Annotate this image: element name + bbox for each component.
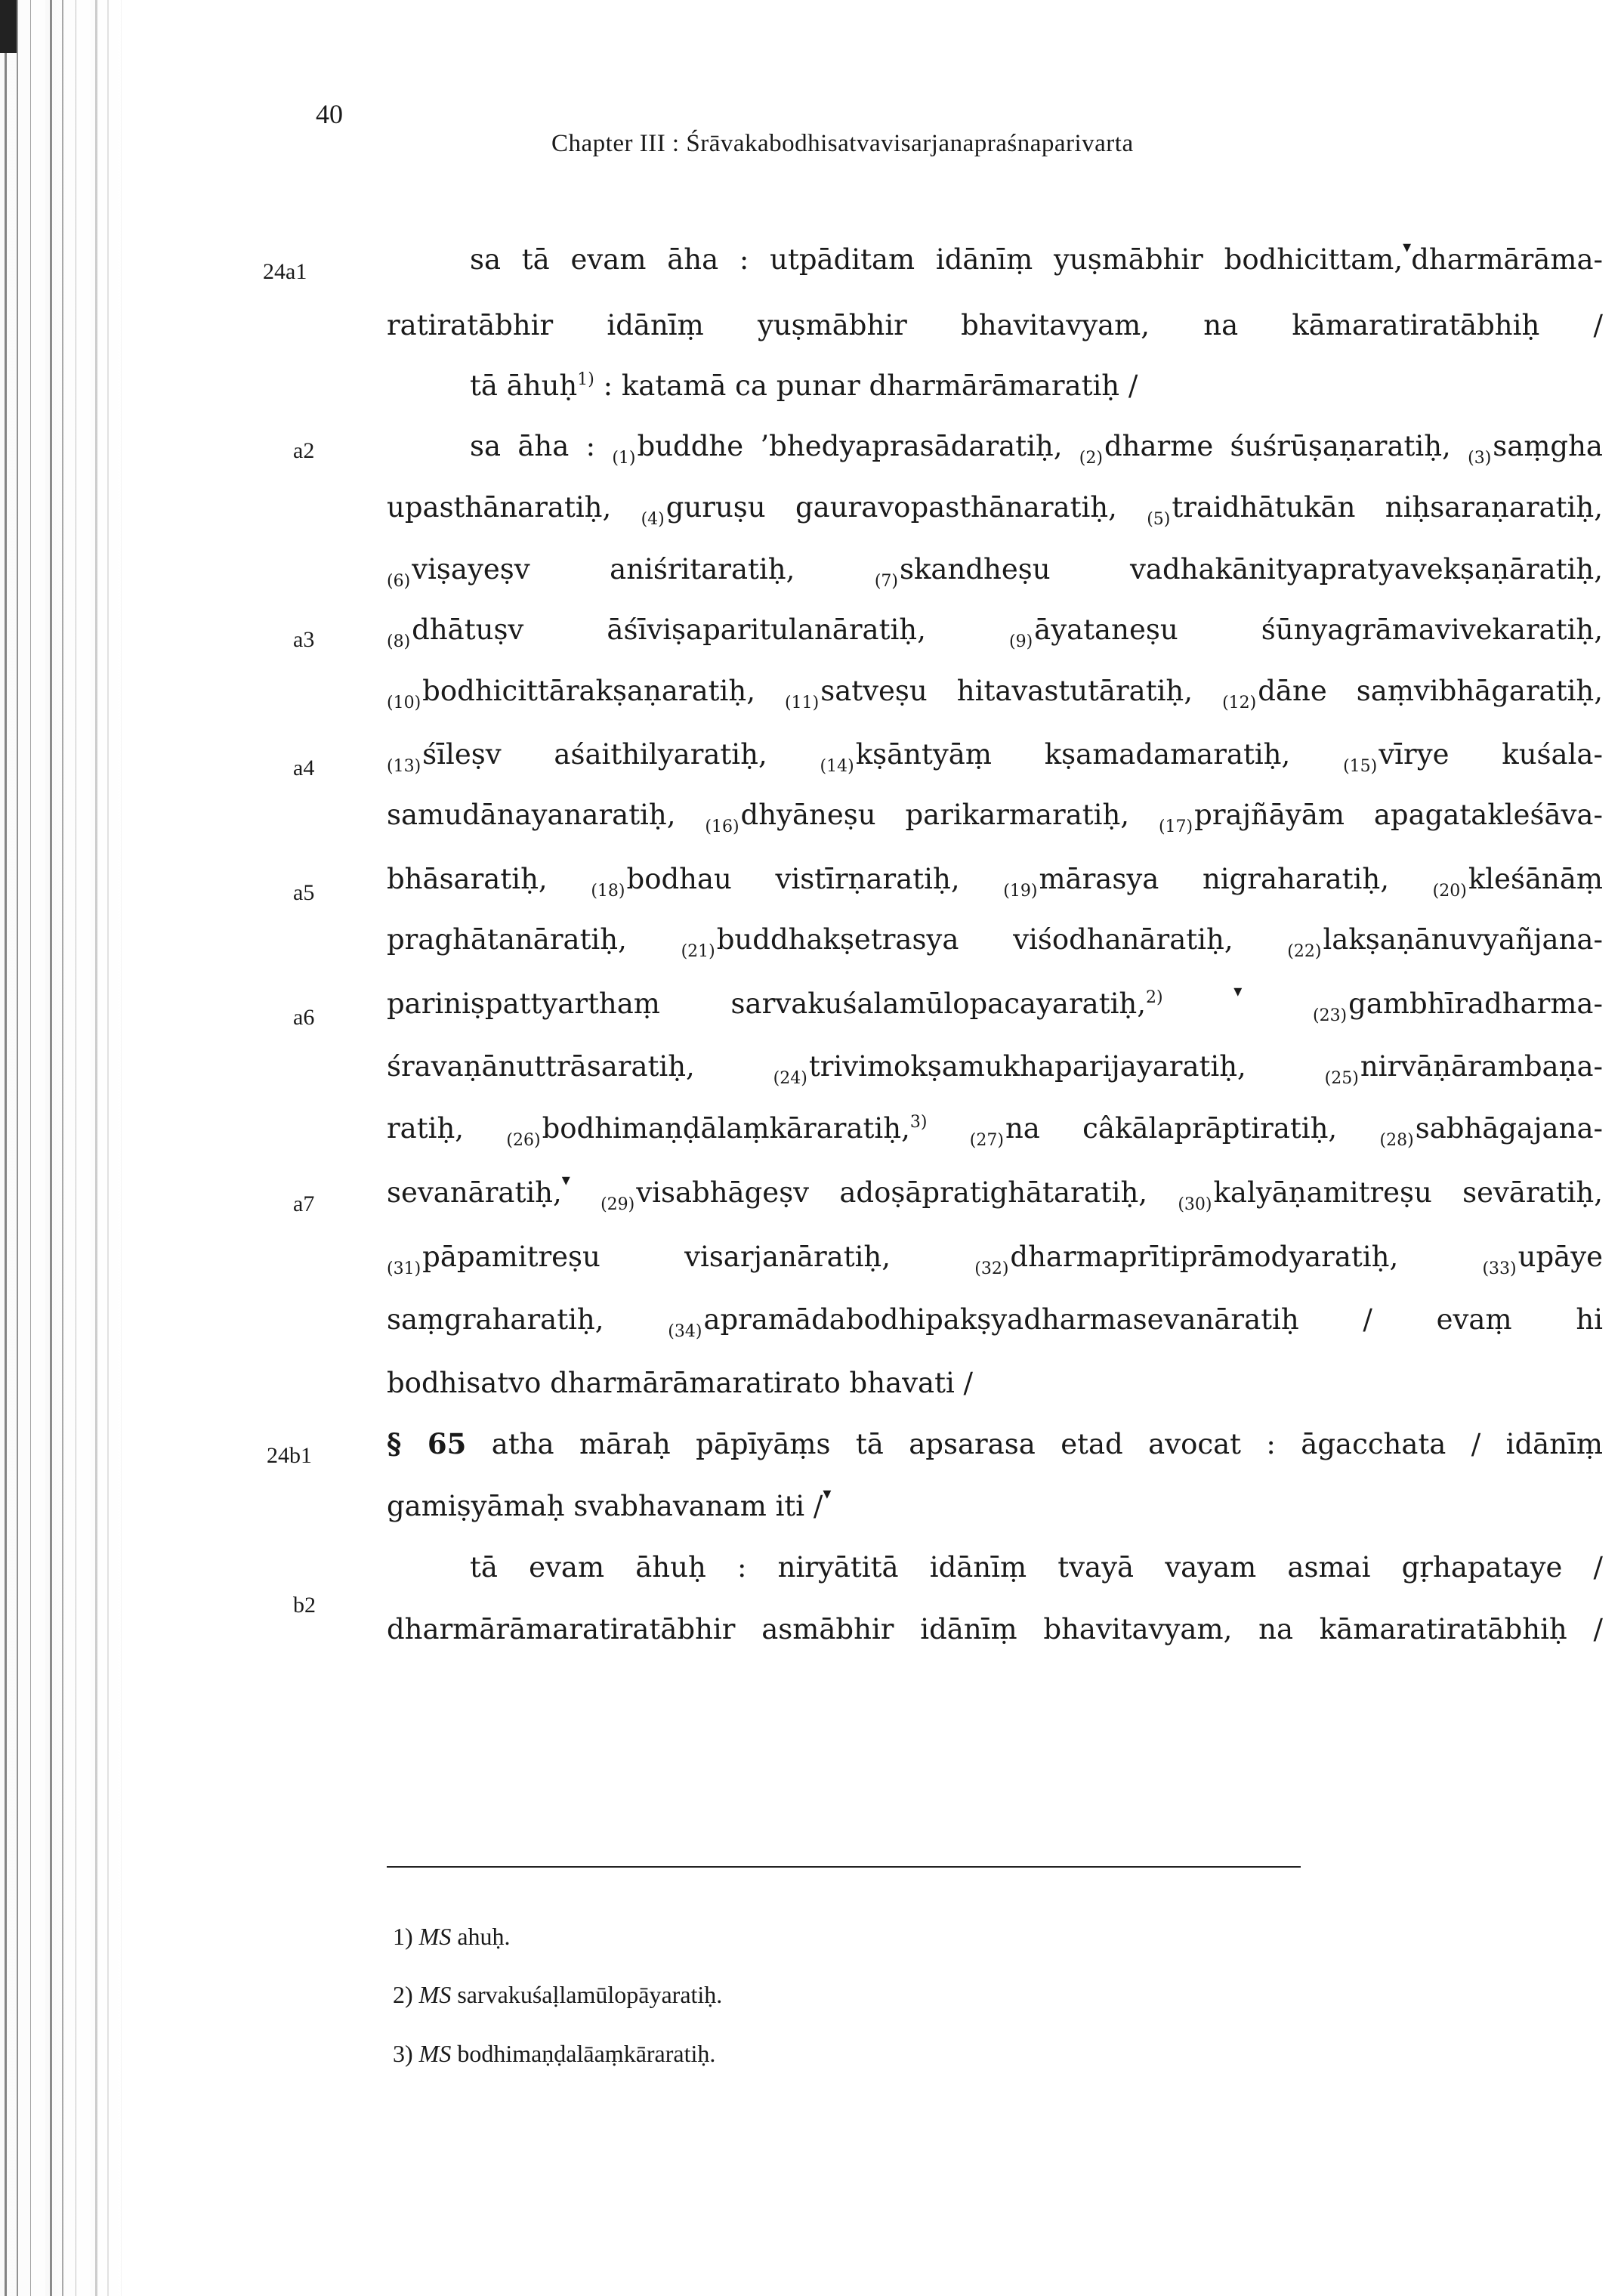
margin-ref: a7 (293, 1191, 315, 1216)
margin-ref: a4 (293, 756, 315, 780)
text-line: $_{(31)}$pāpamitreṣu visarjanāratiḥ, $_{(32)}$dharmaprītiprāmodyaratiḥ, $_{(33)}$upāye (387, 1241, 1603, 1278)
text-line: praghātanāratiḥ, $_{(21)}$buddhakṣetrasya viśodhanāratiḥ, $_{(22)}$lakṣaṇānuvyañjana- (387, 923, 1603, 961)
footnote-rule (387, 1866, 1301, 1868)
text-line: tā āhuḥ$^{1)}$ : katamā ca punar dharmārāmaratiḥ / (470, 369, 1138, 402)
binding-corner (0, 0, 17, 53)
text-line: upasthānaratiḥ, $_{(4)}$guruṣu gauravopasthānaratiḥ, $_{(5)}$traidhātukān niḥsaraṇaratiḥ, (387, 491, 1603, 529)
margin-ref: 24a1 (263, 259, 307, 284)
text-line: $_{(6)}$viṣayeṣv aniśritaratiḥ, $_{(7)}$skandheṣu vadhakānityapratyavekṣaṇāratiḥ, (387, 553, 1603, 591)
text-line: sevanāratiḥ,▾ $_{(29)}$visabhāgeṣv adoṣāpratighātaratiḥ, $_{(30)}$kalyāṇamitreṣu sevāratiḥ, (387, 1171, 1603, 1214)
text-line: $_{(13)}$śīleṣv aśaithilyaratiḥ, $_{(14)}$kṣāntyāṃ kṣamadamaratiḥ, $_{(15)}$vīrye kuśala- (387, 738, 1603, 776)
text-line: sa āha : $_{(1)}$buddhe ’bhedyaprasādaratiḥ, $_{(2)}$dharme śuśrūṣaṇaratiḥ, $_{(3)}$saṃgha (470, 430, 1603, 468)
binding-fade (45, 0, 136, 2296)
text-line: śravaṇānuttrāsaratiḥ, $_{(24)}$trivimokṣamukhaparijayaratiḥ, $_{(25)}$nirvāṇārambaṇa- (387, 1050, 1604, 1088)
text-line: $_{(10)}$bodhicittārakṣaṇaratiḥ, $_{(11)}$satveṣu hitavastutāratiḥ, $_{(12)}$dāne saṃvibhāgaratiḥ, (387, 675, 1603, 712)
margin-ref: a2 (293, 438, 315, 463)
footnote: 1) MS ahuḥ. (393, 1923, 511, 1950)
page-number: 40 (316, 99, 343, 129)
text-line: sa tā evam āha : utpāditam idānīṃ yuṣmābhir bodhicittam,▾dharmārāma- (470, 238, 1603, 276)
footnote: 3) MS bodhimaṇḍalāaṃkāraratiḥ. (393, 2040, 716, 2067)
margin-ref: a5 (293, 880, 315, 905)
text-line: gamiṣyāmaḥ svabhavanam iti /▾ (387, 1485, 832, 1522)
margin-ref: a3 (293, 627, 315, 652)
running-head: Chapter III : Śrāvakabodhisatvavisarjanapraśnaparivarta (551, 130, 1134, 157)
footnote: 2) MS sarvakuśaḷlamūlopāyaratiḥ. (393, 1981, 723, 2008)
text-line: bhāsaratiḥ, $_{(18)}$bodhau vistīrṇaratiḥ, $_{(19)}$mārasya nigraharatiḥ, $_{(20)}$kleśānāṃ (387, 863, 1603, 901)
text-line: $_{(8)}$dhātuṣv āśīviṣaparitulanāratiḥ, $_{(9)}$āyataneṣu śūnyagrāmavivekaratiḥ, (387, 613, 1604, 651)
text-line: pariniṣpattyarthaṃ sarvakuśalamūlopacayaratiḥ,$^{2)}$ ▾ $_{(23)}$gambhīradharma- (387, 982, 1603, 1025)
text-line: samudānayanaratiḥ, $_{(16)}$dhyāneṣu parikarmaratiḥ, $_{(17)}$prajñāyām apagatakleśāva- (387, 799, 1603, 836)
text-line: saṃgraharatiḥ, $_{(34)}$apramādabodhipakṣyadharmasevanāratiḥ / evaṃ hi (387, 1303, 1604, 1341)
text-line: bodhisatvo dharmārāmaratirato bhavati / (387, 1367, 974, 1399)
text-line: ratiḥ, $_{(26)}$bodhimaṇḍālaṃkāraratiḥ,$^{3)}$ $_{(27)}$na câkālaprāptiratiḥ, $_{(28)}$sabhāgajana- (387, 1112, 1604, 1150)
text-line: tā evam āhuḥ : niryātitā idānīṃ tvayā vayam asmai gṛhapataye / (470, 1551, 1603, 1584)
text-line: dharmārāmaratiratābhir asmābhir idānīṃ bhavitavyam, na kāmaratiratābhiḥ / (387, 1613, 1603, 1646)
text-line: § 65 atha māraḥ pāpīyāṃs tā apsarasa etad avocat : āgacchata / idānīṃ (387, 1427, 1603, 1460)
margin-ref: 24b1 (267, 1443, 312, 1468)
text-line: ratiratābhir idānīṃ yuṣmābhir bhavitavyam, na kāmaratiratābhiḥ / (387, 309, 1603, 341)
margin-ref: b2 (293, 1593, 316, 1618)
margin-ref: a6 (293, 1005, 315, 1030)
